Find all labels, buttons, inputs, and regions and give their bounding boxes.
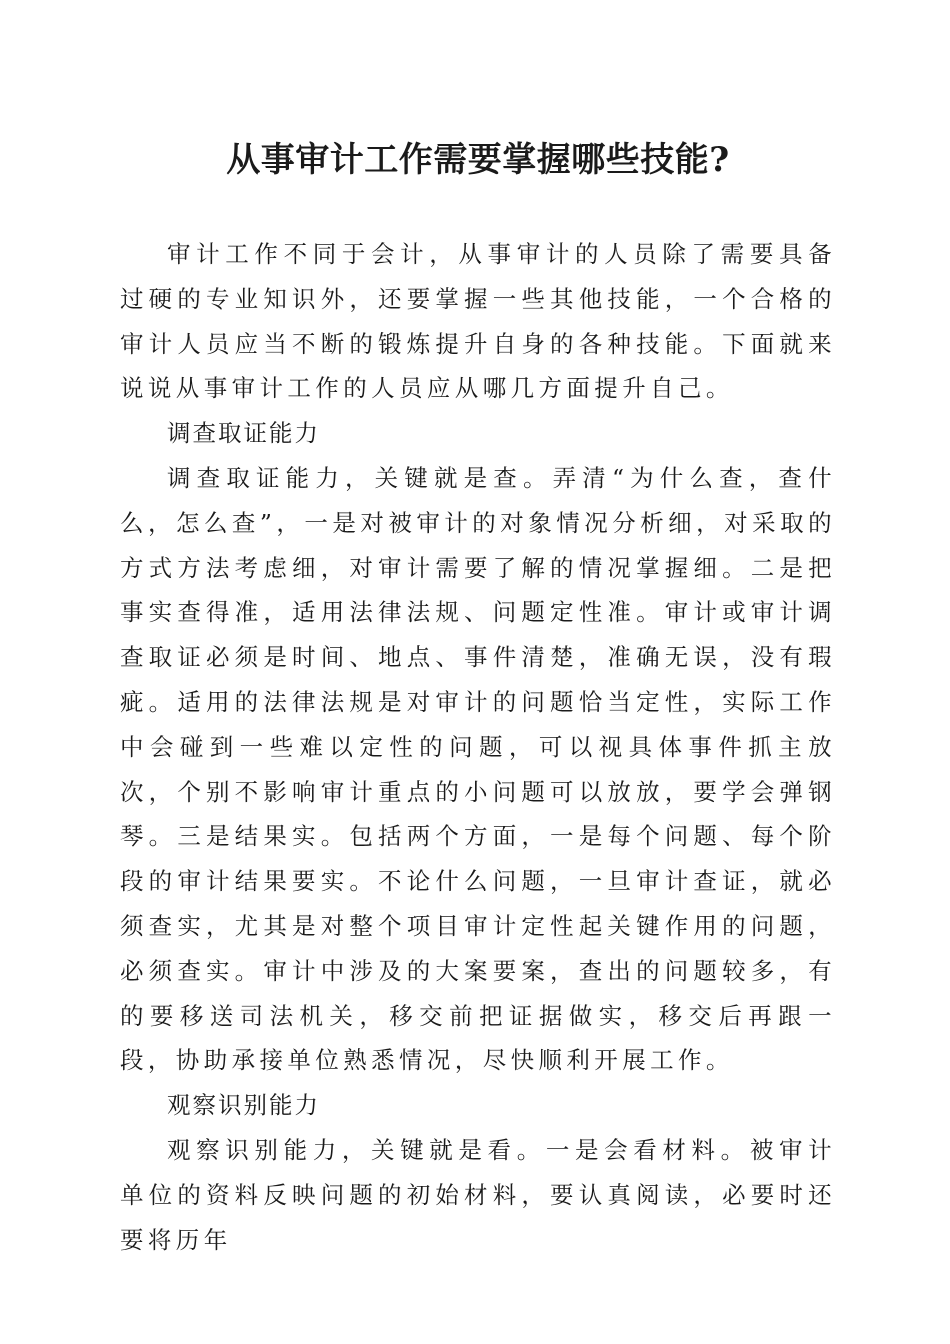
intro-paragraph: 审计工作不同于会计，从事审计的人员除了需要具备过硬的专业知识外，还要掌握一些其他技能，一个合格的审计人员应当不断的锻炼提升自身的各种技能。下面就来说说从事审计工作的人员应从哪几方面提升自己。: [120, 240, 836, 403]
section-heading-investigation: 调查取证能力: [167, 419, 320, 448]
section-text-investigation: 调查取证能力，关键就是查。弄清“为什么查，查什么，怎么查”，一是对被审计的对象情况分析细，对采取的方式方法考虑细，对审计需要了解的情况掌握细。二是把事实查得准，适用法律法规、问题定性准。审计或审计调查取证必须是时间、地点、事件清楚，准确无误，没有瑕疵。适用的法律法规是对审计的问题恰当定性，实际工作中会碰到一些难以定性的问题，可以视具体事件抓主放次，个别不影响审计重点的小问题可以放放，要学会弹钢琴。三是结果实。包括两个方面，一是每个问题、每个阶段的审计结果要实。不论什么问题，一旦审计查证，就必须查实，尤其是对整个项目审计定性起关键作用的问题，必须查实。审计中涉及的大案要案，查出的问题较多，有的要移送司法机关，移交前把证据做实，移交后再跟一段，协助承接单位熟悉情况，尽快顺利开展工作。: [120, 463, 836, 1075]
section-text-observation: 观察识别能力，关键就是看。一是会看材料。被审计单位的资料反映问题的初始材料，要认真阅读，必要时还要将历年: [120, 1135, 836, 1254]
document-page: [120, 0, 836, 1262]
document-title: 从事审计工作需要掌握哪些技能?: [226, 140, 730, 180]
section-heading-observation: 观察识别能力: [167, 1091, 320, 1120]
document-body: [120, 232, 836, 1262]
